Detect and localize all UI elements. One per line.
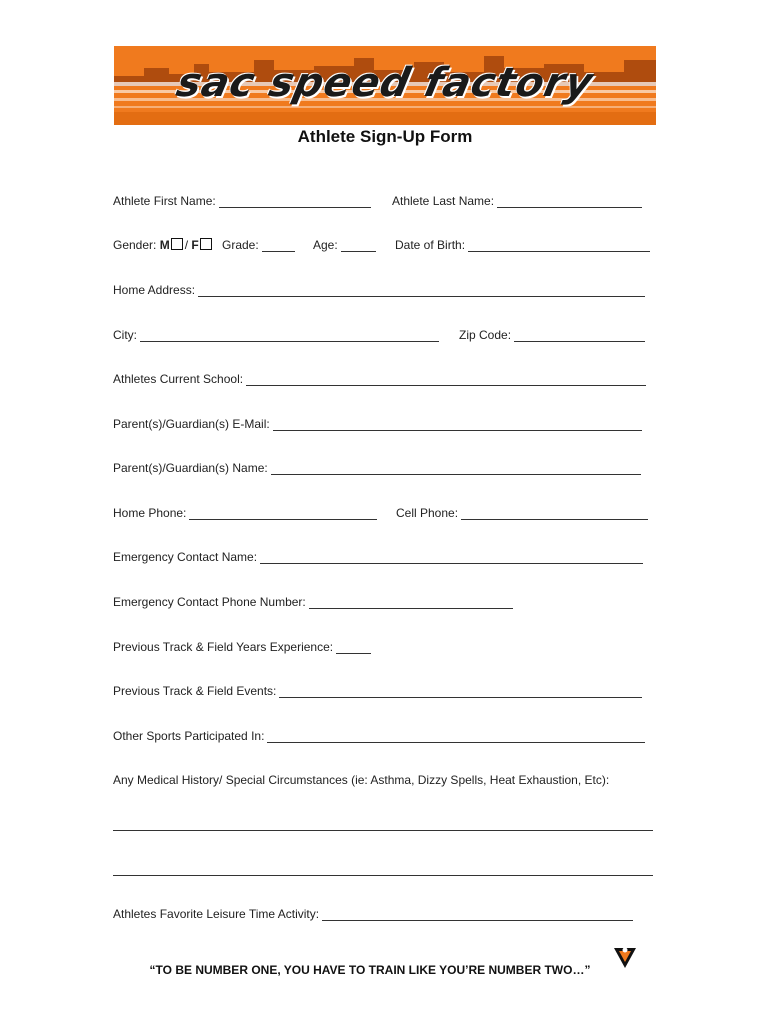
home-address-label: Home Address: — [113, 283, 196, 297]
last-name-row — [392, 194, 642, 208]
female-checkbox[interactable] — [200, 238, 212, 250]
tf-events-field[interactable] — [279, 685, 642, 698]
guardian-email-row — [113, 417, 642, 431]
medical-history-row — [113, 773, 609, 787]
medical-history-line-1[interactable] — [113, 830, 653, 831]
home-address-field[interactable] — [198, 284, 645, 297]
guardian-email-label: Parent(s)/Guardian(s) E-Mail: — [113, 417, 270, 431]
home-phone-label: Home Phone: — [113, 506, 187, 520]
motto-quote: “TO BE NUMBER ONE, YOU HAVE TO TRAIN LIKE YOU’RE NUMBER TWO…” — [149, 963, 591, 977]
gender-separator: / — [184, 238, 189, 252]
age-row — [313, 238, 376, 252]
city-field[interactable] — [140, 329, 439, 342]
page-title: Athlete Sign-Up Form — [297, 127, 473, 146]
city-row — [113, 328, 439, 342]
home-phone-row — [113, 506, 377, 520]
guardian-name-label: Parent(s)/Guardian(s) Name: — [113, 461, 268, 475]
grade-row — [222, 238, 295, 252]
grade-label: Grade: — [222, 238, 259, 252]
emergency-phone-row — [113, 595, 513, 609]
leisure-field[interactable] — [322, 908, 633, 921]
other-sports-row — [113, 729, 645, 743]
dob-field[interactable] — [468, 239, 650, 252]
first-name-row — [113, 194, 371, 208]
home-address-row — [113, 283, 645, 297]
tf-years-field[interactable] — [336, 641, 371, 654]
current-school-row — [113, 372, 646, 386]
home-phone-field[interactable] — [189, 507, 377, 520]
emergency-name-field[interactable] — [260, 551, 643, 564]
emergency-phone-label: Emergency Contact Phone Number: — [113, 595, 306, 609]
emergency-name-row — [113, 550, 643, 564]
zip-row — [459, 328, 645, 342]
cell-phone-row — [396, 506, 648, 520]
cell-phone-label: Cell Phone: — [396, 506, 459, 520]
logo-wordmark: sac speed factory — [172, 60, 598, 106]
zip-label: Zip Code: — [459, 328, 512, 342]
tf-events-row — [113, 684, 642, 698]
guardian-email-field[interactable] — [273, 418, 642, 431]
current-school-field[interactable] — [246, 373, 646, 386]
first-name-label: Athlete First Name: — [113, 194, 216, 208]
last-name-field[interactable] — [497, 195, 642, 208]
age-label: Age: — [313, 238, 338, 252]
medical-history-line-2[interactable] — [113, 875, 653, 876]
gender-label: Gender: — [113, 238, 157, 252]
tf-events-label: Previous Track & Field Events: — [113, 684, 277, 698]
male-checkbox[interactable] — [171, 238, 183, 250]
age-field[interactable] — [341, 239, 376, 252]
dob-row — [395, 238, 650, 252]
first-name-field[interactable] — [219, 195, 371, 208]
guardian-name-row — [113, 461, 641, 475]
other-sports-field[interactable] — [267, 730, 645, 743]
dob-label: Date of Birth: — [395, 238, 466, 252]
cell-phone-field[interactable] — [461, 507, 648, 520]
grade-field[interactable] — [262, 239, 295, 252]
emergency-name-label: Emergency Contact Name: — [113, 550, 258, 564]
emergency-phone-field[interactable] — [309, 596, 513, 609]
leisure-row — [113, 907, 633, 921]
current-school-label: Athletes Current School: — [113, 372, 244, 386]
female-label: F — [191, 238, 199, 252]
tf-years-row — [113, 640, 371, 654]
gender-row — [113, 238, 212, 252]
last-name-label: Athlete Last Name: — [392, 194, 495, 208]
male-label: M — [159, 238, 170, 252]
guardian-name-field[interactable] — [271, 462, 641, 475]
other-sports-label: Other Sports Participated In: — [113, 729, 265, 743]
city-label: City: — [113, 328, 137, 342]
medical-history-label: Any Medical History/ Special Circumstances (ie: Asthma, Dizzy Spells, Heat Exhaustion, Etc): — [113, 773, 610, 787]
banner-logo — [114, 46, 656, 125]
leisure-label: Athletes Favorite Leisure Time Activity: — [113, 907, 320, 921]
tf-years-label: Previous Track & Field Years Experience: — [113, 640, 334, 654]
zip-field[interactable] — [514, 329, 645, 342]
